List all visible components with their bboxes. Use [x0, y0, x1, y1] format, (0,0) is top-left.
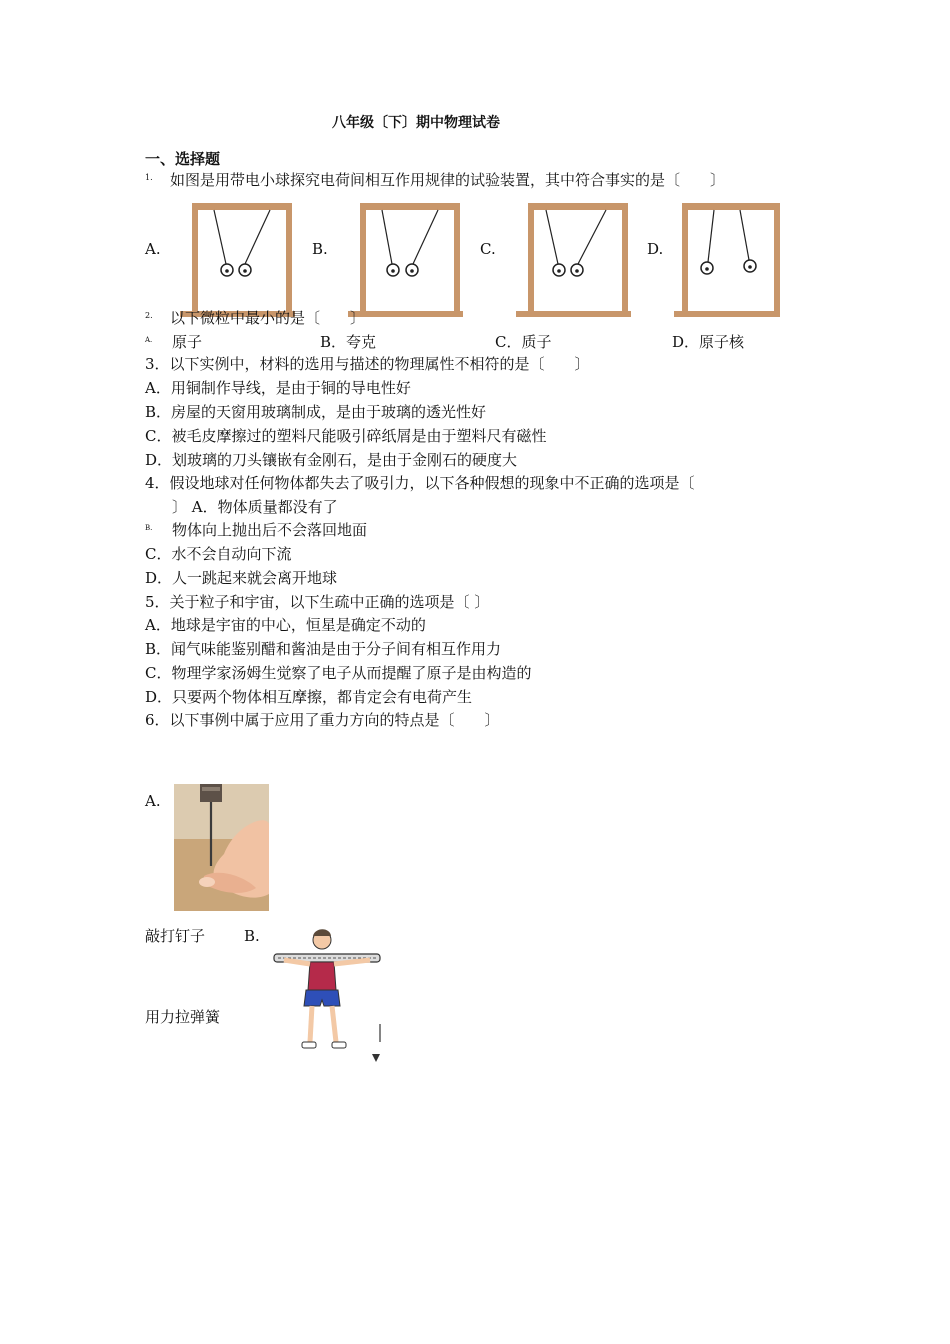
q1-option-b-label: B. — [312, 240, 328, 258]
q1-option-d-label: D. — [647, 240, 664, 258]
q4-option-b-mark: B. — [145, 524, 153, 532]
q4-option-b[interactable]: 物体向上抛出后不会落回地面 — [172, 521, 368, 539]
q2-option-c[interactable]: C．质子 — [495, 333, 552, 351]
q5-option-d[interactable]: D．只要两个物体相互摩擦，都肯定会有电荷产生 — [145, 688, 473, 706]
q1-option-a-apparatus[interactable] — [170, 200, 295, 322]
q5-option-b[interactable]: B．闻气味能鉴别醋和酱油是由于分子间有相互作用力 — [145, 640, 502, 658]
q1-number: 1. — [145, 173, 153, 182]
q6-option-a-label: A. — [145, 792, 161, 810]
q6-option-b-figure-spring-stretcher[interactable] — [270, 924, 385, 1064]
q6-option-b-caption: 用力拉弹簧 — [145, 1008, 221, 1026]
q1-option-d-apparatus[interactable] — [674, 200, 784, 322]
q1-option-b-apparatus[interactable] — [338, 200, 463, 322]
q3-stem: 3．以下实例中，材料的选用与描述的物理属性不相符的是〔 〕 — [145, 355, 590, 373]
q2-option-d[interactable]: D．原子核 — [672, 333, 745, 351]
q3-option-c[interactable]: C．被毛皮摩擦过的塑料尺能吸引碎纸屑是由于塑料尺有磁性 — [145, 427, 547, 445]
q2-option-a[interactable]: 原子 — [172, 333, 203, 351]
q3-option-b[interactable]: B．房屋的天窗用玻璃制成，是由于玻璃的透光性好 — [145, 403, 487, 421]
q6-option-b-label: B. — [244, 927, 260, 945]
q5-option-a[interactable]: A．地球是宇宙的中心，恒星是确定不动的 — [145, 616, 426, 634]
q6-stem: 6．以下事例中属于应用了重力方向的特点是〔 〕 — [145, 711, 500, 729]
q2-option-a-mark: A. — [145, 336, 153, 344]
q5-stem: 5．关于粒子和宇宙，以下生疏中正确的选项是〔 〕 — [145, 593, 490, 611]
q6-option-a-caption: 敲打钉子 — [145, 927, 206, 945]
q2-stem: 以下微粒中最小的是〔 〕 — [170, 309, 366, 327]
q3-option-a[interactable]: A．用铜制作导线，是由于铜的导电性好 — [145, 379, 411, 397]
section-heading: 一、选择题 — [145, 150, 221, 168]
q2-option-b[interactable]: B．夸克 — [320, 333, 377, 351]
q3-option-d[interactable]: D．划玻璃的刀头镶嵌有金刚石，是由于金刚石的硬度大 — [145, 451, 518, 469]
q4-stem: 4．假设地球对任何物体都失去了吸引力，以下各种假想的现象中不正确的选项是〔 — [145, 474, 695, 492]
q2-number: 2. — [145, 311, 153, 320]
q4-option-d[interactable]: D．人一跳起来就会离开地球 — [145, 569, 338, 587]
q4-option-a[interactable]: 〕 A．物体质量都没有了 — [172, 498, 338, 516]
q1-option-c-apparatus[interactable] — [506, 200, 631, 322]
q6-option-a-photo-hammer-nail[interactable] — [174, 784, 269, 911]
exam-title: 八年级〔下〕期中物理试卷 — [332, 115, 500, 131]
q4-option-c[interactable]: C．水不会自动向下流 — [145, 545, 292, 563]
q5-option-c[interactable]: C．物理学家汤姆生觉察了电子从而提醒了原子是由构造的 — [145, 664, 532, 682]
q1-stem: 如图是用带电小球探究电荷间相互作用规律的试验装置，其中符合事实的是〔 〕 — [170, 171, 726, 189]
q1-option-a-label: A. — [145, 240, 161, 258]
q1-option-c-label: C. — [480, 240, 496, 258]
